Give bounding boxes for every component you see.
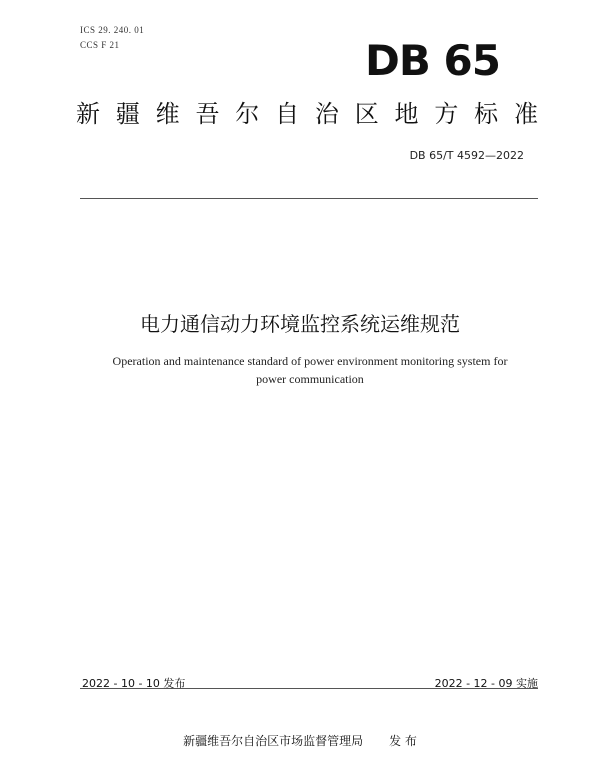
ics-code: ICS 29. 240. 01 (80, 25, 145, 35)
standard-type-char: 自 (275, 100, 300, 128)
standard-type-char: 尔 (235, 100, 260, 128)
title-en-line-2: power communication (256, 372, 364, 386)
footer-divider (80, 688, 538, 689)
ccs-code: CCS F 21 (80, 40, 120, 50)
document-title-en (80, 352, 540, 388)
standard-type-char: 新 (76, 100, 100, 128)
standard-type-char: 吾 (195, 100, 220, 128)
issuer-name: 新疆维吾尔自治区市场监督管理局 (183, 734, 364, 748)
standard-type-char: 标 (474, 100, 499, 128)
title-en-line-1: Operation and maintenance standard of power environment monitoring system for (112, 354, 508, 368)
standard-type-char: 区 (354, 100, 379, 128)
publish-date: 2022 - 10 - 10 发布 (82, 677, 186, 690)
header-divider (80, 198, 538, 199)
standard-type-char: 地 (394, 100, 419, 128)
standard-type-char: 准 (513, 100, 538, 128)
standard-number: DB 65/T 4592—2022 (409, 149, 524, 162)
standard-type-char: 治 (314, 100, 339, 128)
document-title-zh: 电力通信动力环境监控系统运维规范 (140, 312, 460, 336)
standard-type-char: 方 (434, 100, 459, 128)
standard-type-heading (76, 102, 538, 126)
standard-type-char: 疆 (115, 100, 140, 128)
implement-date: 2022 - 12 - 09 实施 (434, 677, 538, 690)
db65-logo: DB 65 (365, 36, 500, 85)
issue-word: 发 布 (389, 734, 417, 748)
issuer-line (0, 732, 600, 749)
standard-type-char: 维 (155, 100, 180, 128)
